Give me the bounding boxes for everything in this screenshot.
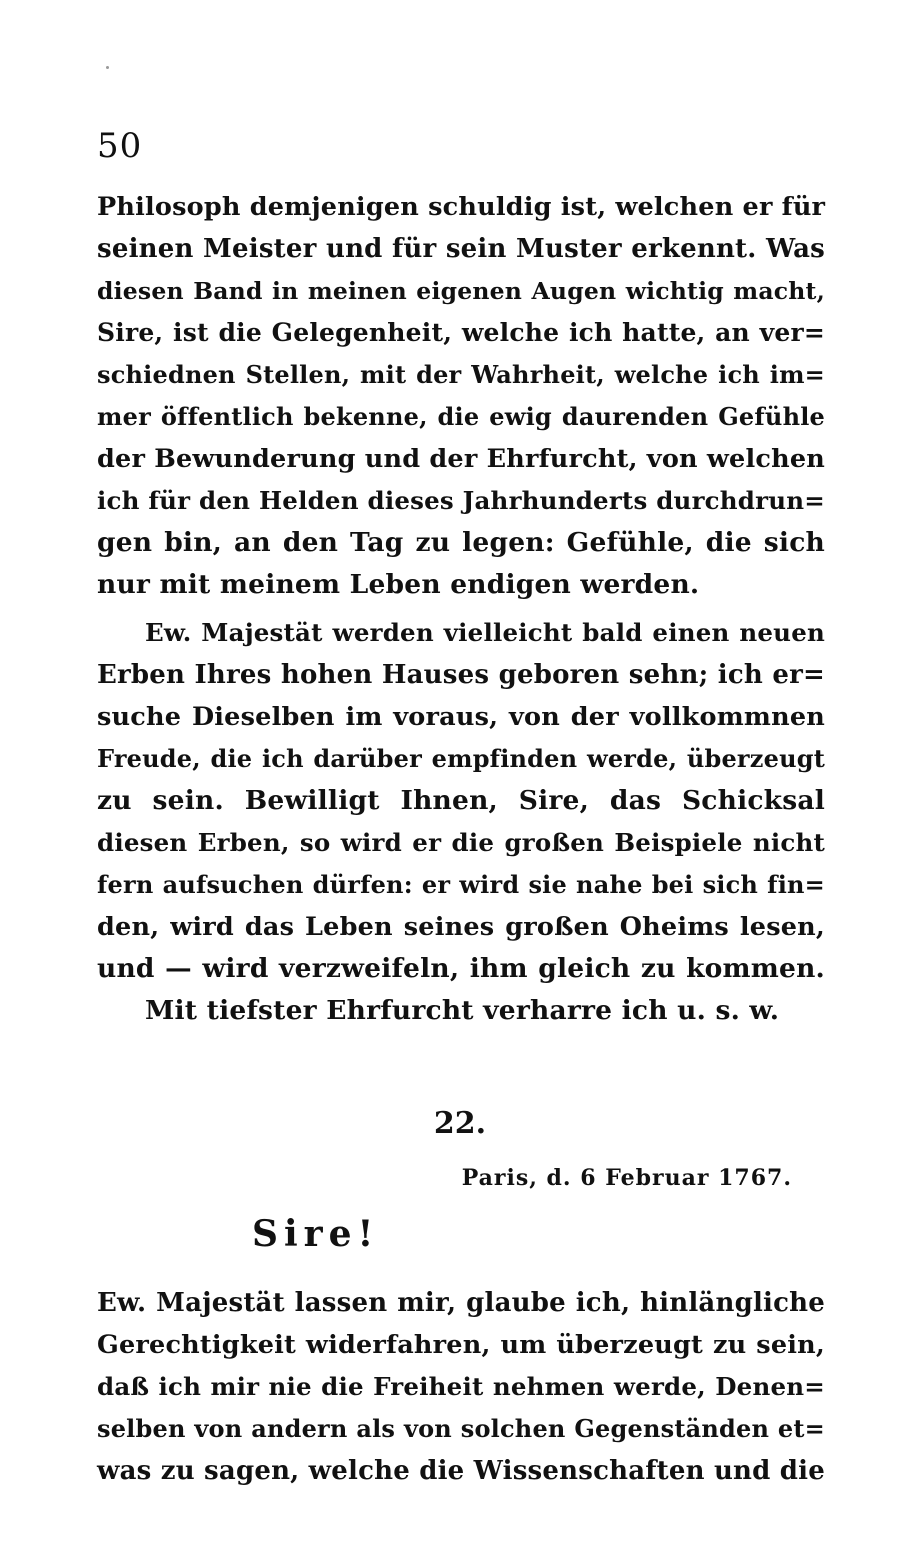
letter-number: 22. [433,1106,487,1141]
text-line: diesen Erben, so wird er die großen Beispiele nicht [97,828,825,857]
page-number: 50 [97,126,143,166]
text-line: seinen Meister und für sein Muster erkennt. Was [97,234,825,264]
text-line: suche Dieselben im voraus, von der vollkommnen [97,702,825,732]
text-line: daß ich mir nie die Freiheit nehmen werde, Denen= [97,1372,825,1401]
text-line: der Bewunderung und der Ehrfurcht, von welchen [97,444,825,474]
closing-line: Mit tiefster Ehrfurcht verharre ich u. s. w. [145,995,780,1026]
paragraph-3 [97,1282,825,1492]
paragraph-2 [97,612,825,1032]
text-line: Erben Ihres hohen Hauses geboren sehn; ich er= [97,660,825,690]
text-line: diesen Band in meinen eigenen Augen wichtig macht, [97,277,825,305]
text-line: zu sein. Bewilligt Ihnen, Sire, das Schicksal [97,785,825,816]
text-line: nur mit meinem Leben endigen werden. [97,569,700,600]
text-line: den, wird das Leben seines großen Oheims lesen, [97,912,825,942]
text-line: Philosoph demjenigen schuldig ist, welchen er für [97,192,826,222]
text-line: Freude, die ich darüber empfinden werde, überzeugt [97,744,825,773]
text-line: Ew. Majestät werden vielleicht bald einen neuen [145,618,825,647]
paper-speck [106,66,109,69]
paragraph-1 [97,186,825,606]
text-line: und — wird verzweifeln, ihm gleich zu kommen. [97,953,825,984]
text-line: mer öffentlich bekenne, die ewig daurenden Gefühle [97,402,825,431]
text-line: Ew. Majestät lassen mir, glaube ich, hinlängliche [97,1288,825,1318]
text-line: selben von andern als von solchen Gegenständen et= [97,1414,825,1443]
salutation: Sire! [252,1213,380,1255]
dateline: Paris, d. 6 Februar 1767. [461,1165,792,1191]
text-line: schiednen Stellen, mit der Wahrheit, welche ich im= [97,360,825,389]
text-line: gen bin, an den Tag zu legen: Gefühle, die sich [97,527,825,558]
text-line: Sire, ist die Gelegenheit, welche ich hatte, an ver= [97,318,825,347]
text-line: ich für den Helden dieses Jahrhunderts durchdrun= [97,486,825,515]
text-line: was zu sagen, welche die Wissenschaften und die [97,1456,825,1486]
text-line: fern aufsuchen dürfen: er wird sie nahe bei sich fin= [97,870,825,899]
text-line: Gerechtigkeit widerfahren, um überzeugt zu sein, [97,1330,825,1360]
